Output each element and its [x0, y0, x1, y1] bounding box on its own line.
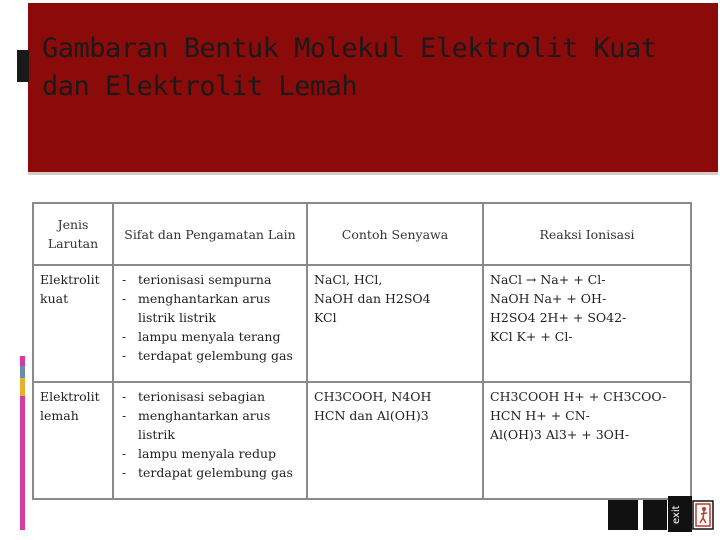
exit-label: exit [671, 505, 682, 524]
title-line-2: dan Elektrolit Lemah [42, 71, 358, 102]
nav-next-button[interactable] [643, 500, 667, 530]
list-item: - terionisasi sempurna [138, 270, 300, 289]
header-sifat: Sifat dan Pengamatan Lain [113, 203, 307, 265]
cell-text: lemah [40, 408, 79, 423]
color-stripe [20, 356, 25, 366]
color-stripe [20, 396, 25, 530]
cell-jenis [33, 265, 113, 382]
cell-text: HCN H+ + CN- [490, 408, 590, 423]
slide-title [42, 30, 656, 106]
cell-text: CH3COOH H+ + CH3COO- [490, 389, 667, 404]
list-item: - terdapat gelembung gas [138, 463, 300, 482]
header-jenis: Jenis Larutan [33, 203, 113, 265]
title-line-1: Gambaran Bentuk Molekul Elektrolit Kuat [42, 33, 657, 64]
cell-reaksi [483, 382, 691, 499]
cell-text: kuat [40, 291, 69, 306]
cell-text: NaCl → Na+ + Cl- [490, 272, 606, 287]
list-item: - terdapat gelembung gas [138, 346, 300, 365]
left-accent-block [17, 50, 29, 82]
table-header-row [33, 203, 691, 265]
list-item: - terionisasi sebagian [138, 387, 300, 406]
table-row [33, 265, 691, 382]
list-item: - menghantarkan arus listrik listrik [138, 289, 300, 327]
cell-contoh [307, 382, 483, 499]
exit-button[interactable] [668, 496, 692, 532]
cell-text: CH3COOH, N4OH [314, 389, 432, 404]
header-reaksi: Reaksi Ionisasi [483, 203, 691, 265]
color-stripe [20, 366, 25, 378]
cell-text: NaOH Na+ + OH- [490, 291, 607, 306]
list-item: - lampu menyala redup [138, 444, 300, 463]
cell-text: KCl K+ + Cl- [490, 329, 573, 344]
cell-text: Al(OH)3 Al3+ + 3OH- [490, 427, 630, 442]
cell-sifat [113, 265, 307, 382]
cell-reaksi [483, 265, 691, 382]
cell-text: NaOH dan H2SO4 [314, 291, 431, 306]
cell-text: NaCl, HCl, [314, 272, 383, 287]
color-stripe [20, 378, 25, 396]
cell-text: Elektrolit [40, 389, 100, 404]
header-contoh: Contoh Senyawa [307, 203, 483, 265]
table-row [33, 382, 691, 499]
cell-text: Elektrolit [40, 272, 100, 287]
nav-prev-button[interactable] [608, 500, 638, 530]
cell-sifat [113, 382, 307, 499]
cell-contoh [307, 265, 483, 382]
cell-text: HCN dan Al(OH)3 [314, 408, 429, 423]
electrolyte-table [32, 202, 692, 500]
list-item: - lampu menyala terang [138, 327, 300, 346]
exit-door-icon[interactable] [692, 500, 714, 530]
list-item: - menghantarkan arus listrik [138, 406, 300, 444]
cell-jenis [33, 382, 113, 499]
cell-text: H2SO4 2H+ + SO42- [490, 310, 627, 325]
cell-text: KCl [314, 310, 337, 325]
